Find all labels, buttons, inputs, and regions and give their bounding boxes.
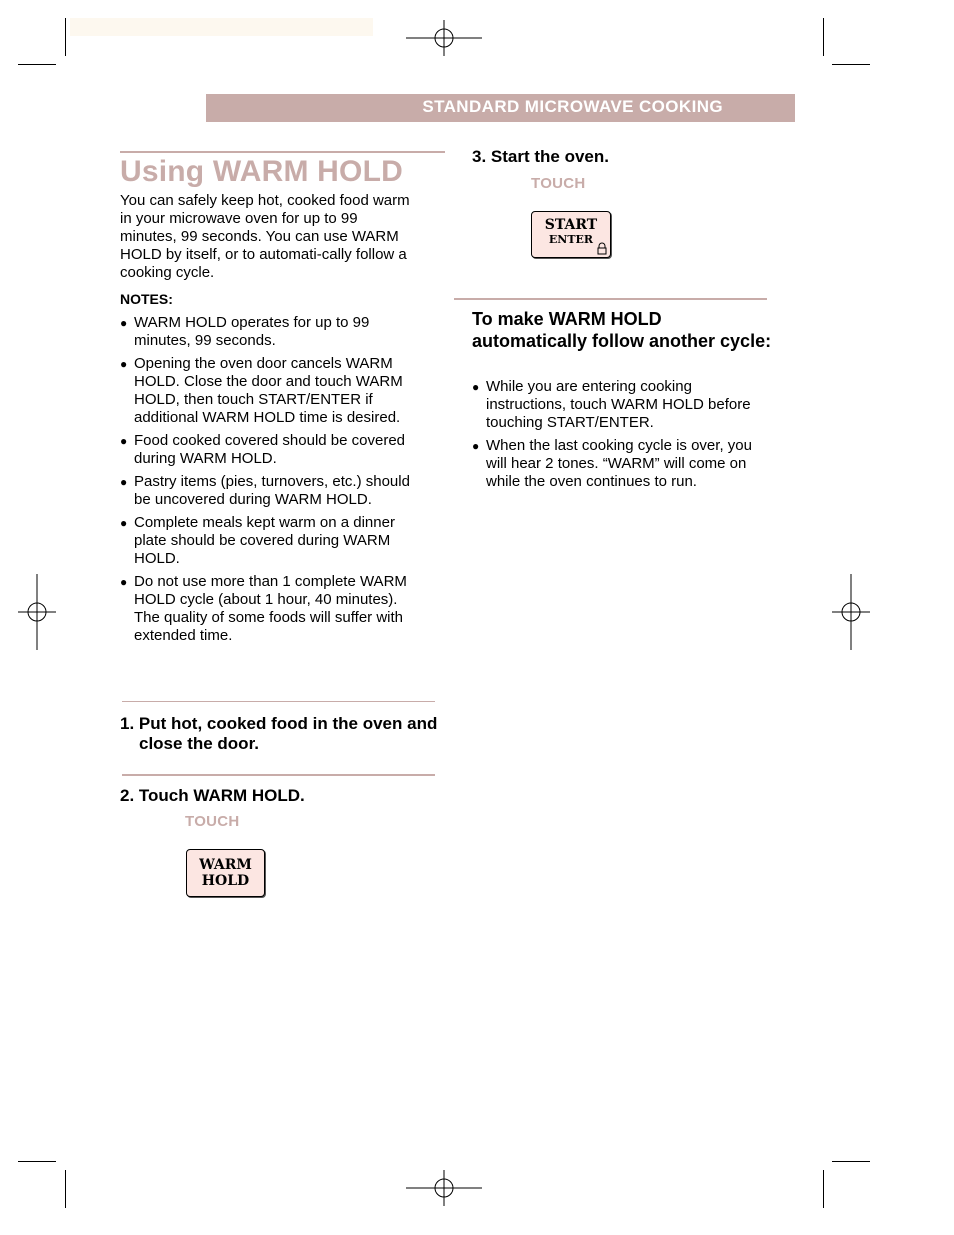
bullet-icon: ● [120, 316, 128, 330]
start-enter-button[interactable] [531, 211, 611, 258]
crop-mark [823, 1170, 824, 1208]
list-item [472, 378, 768, 432]
registration-mark-icon [18, 574, 56, 650]
bullet-icon: ● [120, 575, 128, 589]
tint-strip [70, 18, 373, 36]
bullet-icon: ● [120, 357, 128, 371]
note-text: Food cooked covered should be covered during WARM HOLD. [134, 432, 406, 467]
registration-mark-icon [406, 1170, 482, 1206]
list-item [120, 432, 410, 468]
touch-label: TOUCH [185, 813, 240, 830]
list-item [120, 314, 410, 350]
crop-mark [18, 1161, 56, 1162]
auto-item-text: When the last cooking cycle is over, you will hear 2 tones. “WARM” will come on while the oven continues to run. [486, 437, 752, 490]
bullet-icon: ● [472, 380, 480, 394]
step-2-text: 2. Touch WARM HOLD. [120, 786, 305, 805]
registration-mark-icon [406, 20, 482, 56]
notes-heading: NOTES: [120, 291, 173, 307]
warm-hold-button-line2: HOLD [201, 873, 250, 889]
lock-icon [597, 242, 607, 255]
bullet-icon: ● [120, 516, 128, 530]
bullet-icon: ● [120, 475, 128, 489]
note-text: WARM HOLD operates for up to 99 minutes, 99 seconds. [134, 314, 370, 349]
start-enter-button-line2: ENTER [548, 233, 594, 246]
list-item [472, 437, 768, 491]
page-title: Using WARM HOLD [120, 155, 403, 188]
crop-mark [823, 18, 824, 56]
section-divider [454, 298, 767, 300]
step-1-text: 1. Put hot, cooked food in the oven and close the door. [120, 714, 438, 753]
note-text: Opening the oven door cancels WARM HOLD. Close the door and touch WARM HOLD, then touch START/ENTER if additional WARM HOLD time is desired. [134, 355, 403, 426]
auto-hold-heading: To make WARM HOLD automatically follow another cycle: [472, 309, 772, 351]
crop-mark [65, 1170, 66, 1208]
note-text: Complete meals kept warm on a dinner plate should be covered during WARM HOLD. [134, 514, 395, 567]
list-item [120, 355, 410, 427]
crop-mark [65, 18, 66, 56]
registration-mark-icon [832, 574, 870, 650]
auto-hold-list [472, 378, 768, 496]
list-item [120, 514, 410, 568]
warm-hold-button[interactable] [186, 849, 265, 897]
crop-mark [18, 64, 56, 65]
crop-mark [832, 1161, 870, 1162]
title-rule [120, 151, 445, 153]
note-text: Pastry items (pies, turnovers, etc.) should be uncovered during WARM HOLD. [134, 473, 410, 508]
list-item [120, 573, 410, 645]
intro-paragraph: You can safely keep hot, cooked food warm in your microwave oven for up to 99 minutes, 99 seconds. You can use WARM HOLD by itself, or to automati-cally follow a cooking cycle. [120, 192, 410, 281]
auto-item-text: While you are entering cooking instructions, touch WARM HOLD before touching START/ENTER. [486, 378, 751, 431]
step-divider [122, 774, 435, 776]
step-divider [122, 701, 435, 702]
note-text: Do not use more than 1 complete WARM HOLD cycle (about 1 hour, 40 minutes). The quality of some foods will suffer with extended time. [134, 573, 407, 644]
step-3-text: 3. Start the oven. [472, 147, 609, 166]
touch-label: TOUCH [531, 175, 586, 192]
section-header-label: STANDARD MICROWAVE COOKING [422, 97, 723, 116]
start-enter-button-line1: START [544, 217, 598, 233]
section-header-bar [206, 94, 795, 122]
list-item [120, 473, 410, 509]
notes-list [120, 314, 410, 650]
bullet-icon: ● [472, 439, 480, 453]
bullet-icon: ● [120, 434, 128, 448]
crop-mark [832, 64, 870, 65]
warm-hold-button-line1: WARM [199, 857, 252, 873]
